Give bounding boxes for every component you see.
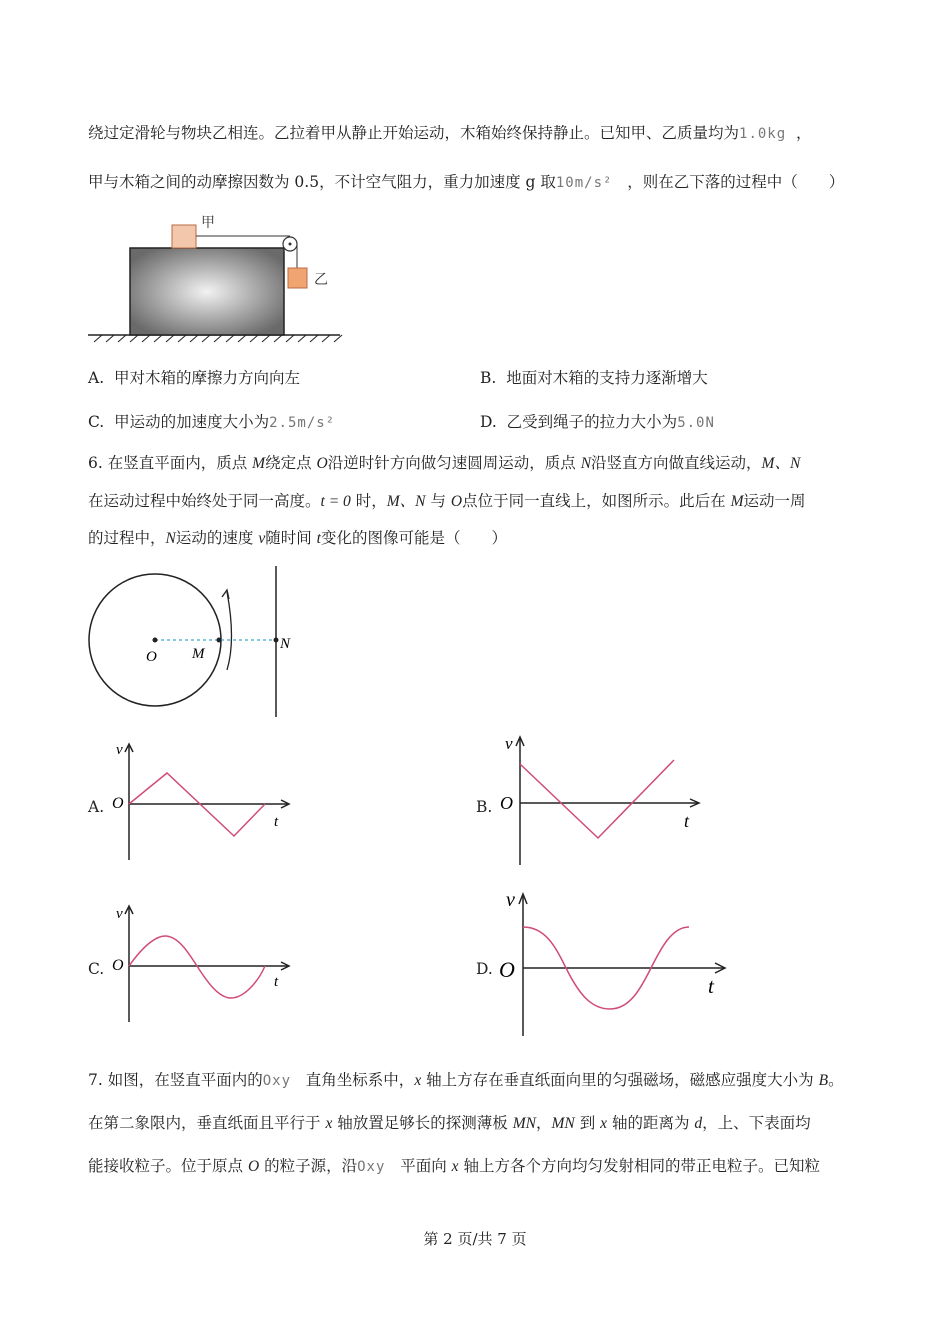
graph-a-o: O bbox=[112, 795, 124, 812]
graph-a-letter[interactable]: A. bbox=[88, 798, 105, 816]
graph-a-t: t bbox=[274, 814, 279, 830]
g-value: 10m/s² bbox=[555, 175, 613, 191]
ccw-arrow bbox=[227, 592, 232, 670]
point-m bbox=[217, 638, 222, 643]
q5-option-b[interactable]: B. 地面对木箱的支持力逐渐增大 bbox=[480, 369, 708, 387]
graph-a-v: v bbox=[116, 742, 123, 758]
graph-d-v: v bbox=[506, 889, 515, 911]
graph-b-t: t bbox=[684, 811, 690, 831]
graph-b-o: O bbox=[500, 793, 513, 813]
page-footer: 第 2 页/共 7 页 bbox=[423, 1230, 527, 1248]
graph-b-letter[interactable]: B. bbox=[476, 798, 493, 816]
q5-option-c[interactable]: C. 甲运动的加速度大小为2.5m/s² bbox=[88, 413, 336, 431]
graph-c-v: v bbox=[116, 906, 123, 922]
graph-c[interactable] bbox=[108, 902, 298, 1027]
label-jia: 甲 bbox=[201, 215, 215, 231]
graph-d-o: O bbox=[499, 957, 515, 982]
q6-line1: 6. 在竖直平面内，质点 M绕定点 O沿逆时针方向做匀速圆周运动，质点 N沿竖直方向做直线运动，M、N bbox=[88, 454, 801, 472]
q5-line2: 甲与木箱之间的动摩擦因数为 0.5，不计空气阻力，重力加速度 g 取10m/s² ，则在乙下落的过程中（ ） bbox=[88, 173, 845, 191]
q5-option-a[interactable]: A. 甲对木箱的摩擦力方向向左 bbox=[88, 369, 300, 387]
graph-b-curve bbox=[520, 760, 674, 838]
label-o: O bbox=[146, 649, 157, 665]
wooden-box bbox=[130, 248, 284, 335]
graph-d-letter[interactable]: D. bbox=[476, 960, 493, 978]
graph-c-o: O bbox=[112, 957, 124, 974]
mass-value: 1.0kg bbox=[739, 126, 787, 142]
graph-c-t: t bbox=[274, 974, 279, 990]
q7-line1: 7. 如图，在竖直平面内的Oxy 直角坐标系中，x 轴上方存在垂直纸面向里的匀强磁场，磁感应强度大小为 B。 bbox=[88, 1071, 844, 1089]
q6-line2: 在运动过程中始终处于同一高度。t = 0 时，M、N 与 O点位于同一直线上，如图所示。此后在 M运动一周 bbox=[88, 492, 806, 510]
graph-b-v: v bbox=[505, 734, 513, 753]
graph-c-curve bbox=[129, 936, 265, 998]
q5-box-figure bbox=[88, 212, 348, 342]
ground-hatch bbox=[94, 335, 342, 342]
q5-option-d[interactable]: D. 乙受到绳子的拉力大小为5.0N bbox=[480, 413, 715, 431]
q6-circle-figure bbox=[86, 564, 316, 724]
label-n: N bbox=[280, 636, 291, 652]
label-m: M bbox=[192, 646, 205, 662]
block-jia bbox=[172, 225, 196, 248]
label-yi: 乙 bbox=[314, 272, 328, 288]
graph-d-t: t bbox=[708, 974, 714, 998]
graph-b[interactable] bbox=[498, 733, 708, 868]
block-yi bbox=[288, 268, 307, 288]
q7-line3: 能接收粒子。位于原点 O 的粒子源，沿Oxy 平面向 x 轴上方各个方向均匀发射相同的带正电粒子。已知粒 bbox=[88, 1157, 820, 1175]
q7-line2: 在第二象限内，垂直纸面且平行于 x 轴放置足够长的探测薄板 MN，MN 到 x 轴的距离为 d，上、下表面均 bbox=[88, 1114, 811, 1132]
graph-c-letter[interactable]: C. bbox=[88, 960, 105, 978]
graph-a[interactable] bbox=[108, 740, 298, 865]
q5-line1: 绕过定滑轮与物块乙相连。乙拉着甲从静止开始运动，木箱始终保持静止。已知甲、乙质量均为1.0kg ， bbox=[88, 124, 812, 142]
q6-line3: 的过程中，N运动的速度 v随时间 t变化的图像可能是（ ） bbox=[88, 529, 507, 547]
point-o bbox=[153, 638, 158, 643]
graph-d[interactable] bbox=[496, 888, 736, 1038]
